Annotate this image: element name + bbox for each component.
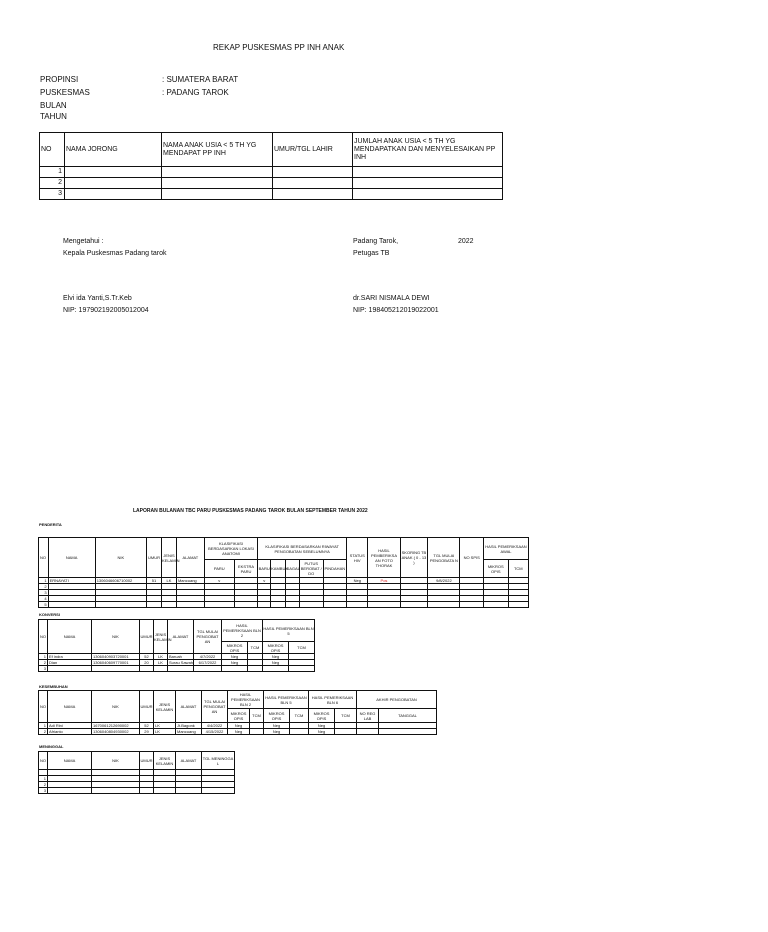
k-h-alamat: ALAMAT <box>168 620 194 654</box>
header-jumlah-anak: JUMLAH ANAK USIA < 5 TH YG MENDAPATKAN DAN MENYELESAIKAN PP INH <box>353 133 503 167</box>
table-row: 3 <box>39 666 315 672</box>
s-h-bln6: HASIL PEMERIKSAAN BLN 6 <box>309 691 357 709</box>
m-h-nama: NAMA <box>48 752 92 770</box>
s-h-bln2: HASIL PEMERIKSAAN BLN 2 <box>228 691 264 709</box>
table-row: 2 <box>40 178 503 189</box>
s-h-no-reg: NO REG LAB <box>357 709 379 723</box>
sig-left-line1: Mengetahui : <box>63 238 104 245</box>
m-h-jk: JENIS KELAMIN <box>154 752 176 770</box>
sig-left-name: Elvi ida Yanti,S.Tr.Keb <box>63 295 132 302</box>
k-h-nama: NAMA <box>48 620 92 654</box>
s-h-nama: NAMA <box>48 691 92 723</box>
p-h-nik: NIK <box>95 538 146 578</box>
konversi-label: KONVERSI <box>39 612 60 617</box>
penderita-label: PENDERITA <box>39 522 62 527</box>
s-h-alamat: ALAMAT <box>176 691 202 723</box>
table-row: 3 <box>39 788 235 794</box>
k-h-tcm-2: TCM <box>248 642 263 654</box>
s-h-bln5: HASIL PEMERIKSAAN BLN 5 <box>264 691 309 709</box>
s-h-mikros-5: MIKROS OPIS <box>264 709 290 723</box>
k-h-umur: UMUR <box>140 620 154 654</box>
table-row: 1 <box>40 167 503 178</box>
sig-right-place: Padang Tarok, <box>353 238 399 245</box>
p-h-umur: UMUR <box>147 538 162 578</box>
k-h-tgl: TGL MULAI PENGOBAT AN <box>194 620 222 654</box>
p-h-alamat: ALAMAT <box>176 538 204 578</box>
header-nama-jorong: NAMA JORONG <box>65 133 162 167</box>
p-h-pindahan: PINDAHAN <box>323 560 347 578</box>
info-label-bulan: BULAN <box>40 101 67 110</box>
k-h-jk: JENIS KELAMIN <box>154 620 168 654</box>
table-row: 4 <box>39 596 529 602</box>
s-h-mikros-6: MIKROS OPIS <box>309 709 335 723</box>
laporan-title: LAPORAN BULANAN TBC PARU PUSKESMAS PADANG TAROK BULAN SEPTEMBER TAHUN 2022 <box>133 508 368 514</box>
k-h-mikros-2: MIKROS OPIS <box>222 642 248 654</box>
rekap-title: REKAP PUSKESMAS PP INH ANAK <box>213 43 345 52</box>
table-row: 2 <box>39 584 529 590</box>
penderita-table <box>38 537 529 608</box>
p-h-paru: PARU <box>204 560 234 578</box>
m-h-alamat: ALAMAT <box>176 752 202 770</box>
p-h-baru: BARU <box>258 560 271 578</box>
p-h-skoring: SKORING TB ANAK ( 0 - 13 ) <box>400 538 428 578</box>
s-h-nik: NIK <box>92 691 140 723</box>
sig-right-year: 2022 <box>458 238 474 245</box>
k-h-nik: NIK <box>92 620 140 654</box>
header-umur: UMUR/TGL LAHIR <box>273 133 353 167</box>
k-h-mikros-5: MIKROS OPIS <box>263 642 289 654</box>
p-h-klas-riw: KLASIFIKASI BERDASARKAN RIWAYAT PENGOBATAN SEBELUMNYA <box>258 538 347 560</box>
s-h-tcm-6: TCM <box>335 709 357 723</box>
m-h-umur: UMUR <box>140 752 154 770</box>
k-h-tcm-5: TCM <box>289 642 315 654</box>
table-row: 1 <box>39 776 235 782</box>
p-h-status-hiv: STATUS HIV <box>347 538 368 578</box>
sig-left-nip: NIP: 197902192005012004 <box>63 307 149 314</box>
table-row: 3 <box>40 189 503 200</box>
table-row: 1 Adi Rini 1670061212690002 52 LK Jt.Bagonk 4/4/2022 Neg Neg Neg <box>39 723 437 729</box>
p-h-gagal: GAGAL <box>286 560 300 578</box>
k-h-no: NO <box>39 620 48 654</box>
p-h-jk: JENIS KELAMIN <box>162 538 177 578</box>
p-h-kambuh: KAMBUH <box>271 560 286 578</box>
header-nama-anak: NAMA ANAK USIA < 5 TH YG MENDAPAT PP INH <box>162 133 273 167</box>
header-no: NO <box>40 133 65 167</box>
k-h-bln5: HASIL PEMERIKSAAN BLN 5 <box>263 620 315 642</box>
p-h-putus: PUTUS BEROBAT / DO <box>300 561 322 576</box>
p-h-tgl-mulai: TGL MULAI PENGOBATA N <box>428 538 460 578</box>
info-label-tahun: TAHUN <box>40 112 67 121</box>
p-h-ekstra: EKSTRA PARU <box>234 560 258 578</box>
p-h-klas-anat: KLASIFIKASI BERDASARKAN LOKASI ANATOMI <box>204 538 258 560</box>
p-h-no: NO <box>39 538 49 578</box>
table-row: 2 Dian 1306040609770001 20 LK Surau Sawah 6/17/2022 Neg Neg <box>39 660 315 666</box>
info-value-puskesmas: : PADANG TAROK <box>162 88 229 97</box>
sig-right-name: dr.SARI NISMALA DEWI <box>353 295 430 302</box>
table-row: 1 ERNAYATI 1306046606710002 51 LK Mancuang v v Neg Pos 9/8/2022 <box>39 578 529 584</box>
table-row: 3 <box>39 590 529 596</box>
s-h-akhir: AKHIR PENGOBATAN <box>357 691 437 709</box>
info-label-puskesmas: PUSKESMAS <box>40 88 90 97</box>
m-h-nik: NIK <box>92 752 140 770</box>
k-h-bln2: HASIL PEMERIKSAAN BLN 2 <box>222 620 263 642</box>
s-h-jk: JENIS KELAMIN <box>154 691 176 723</box>
s-h-tcm-5: TCM <box>290 709 309 723</box>
kesembuhan-table <box>38 690 437 735</box>
info-value-propinsi: : SUMATERA BARAT <box>162 75 239 84</box>
p-h-nama: NAMA <box>48 538 95 578</box>
p-h-hasil-awal: HASIL PEMERIKSAAN AWAL <box>483 538 528 560</box>
p-h-foto: HASIL PEMBERIKSA AN FOTO THORAK <box>368 538 400 578</box>
p-h-tcm: TCM <box>508 560 528 578</box>
p-h-no-spis: NO SPIS <box>460 538 484 578</box>
table-row: 1 Ef indra 1306040903720001 52 LK Baruah 4/7/2022 Neg Neg <box>39 654 315 660</box>
s-h-tgl: TGL MULAI PENGOBAT AN <box>202 691 228 723</box>
s-h-tanggal: TANGGAL <box>379 709 437 723</box>
s-h-no: NO <box>39 691 48 723</box>
table-row: 5 <box>39 602 529 608</box>
sig-right-line2: Petugas TB <box>353 250 390 257</box>
m-h-tgl: TGL MENINGGA L <box>202 752 235 770</box>
sig-left-line2: Kepala Puskesmas Padang tarok <box>63 250 167 257</box>
table-row: 2 Afrianto 1306040804930002 29 LK Mancuang 4/15/2022 Neg Neg Neg <box>39 729 437 735</box>
sig-right-nip: NIP: 198405212019022001 <box>353 307 439 314</box>
info-label-propinsi: PROPINSI <box>40 75 79 84</box>
m-h-no: NO <box>39 752 48 770</box>
s-h-tcm-2: TCM <box>250 709 264 723</box>
kesembuhan-label: KESEMBUHAN <box>39 684 68 689</box>
table-row: 2 <box>39 782 235 788</box>
meninggal-label: MENINGGAL <box>39 744 64 749</box>
s-h-mikros-2: MIKROS OPIS <box>228 709 250 723</box>
konversi-table <box>38 619 315 672</box>
s-h-umur: UMUR <box>140 691 154 723</box>
p-h-mikros: MIKROS OPIS <box>483 560 508 578</box>
rekap-table <box>39 132 503 200</box>
meninggal-table <box>38 751 235 794</box>
